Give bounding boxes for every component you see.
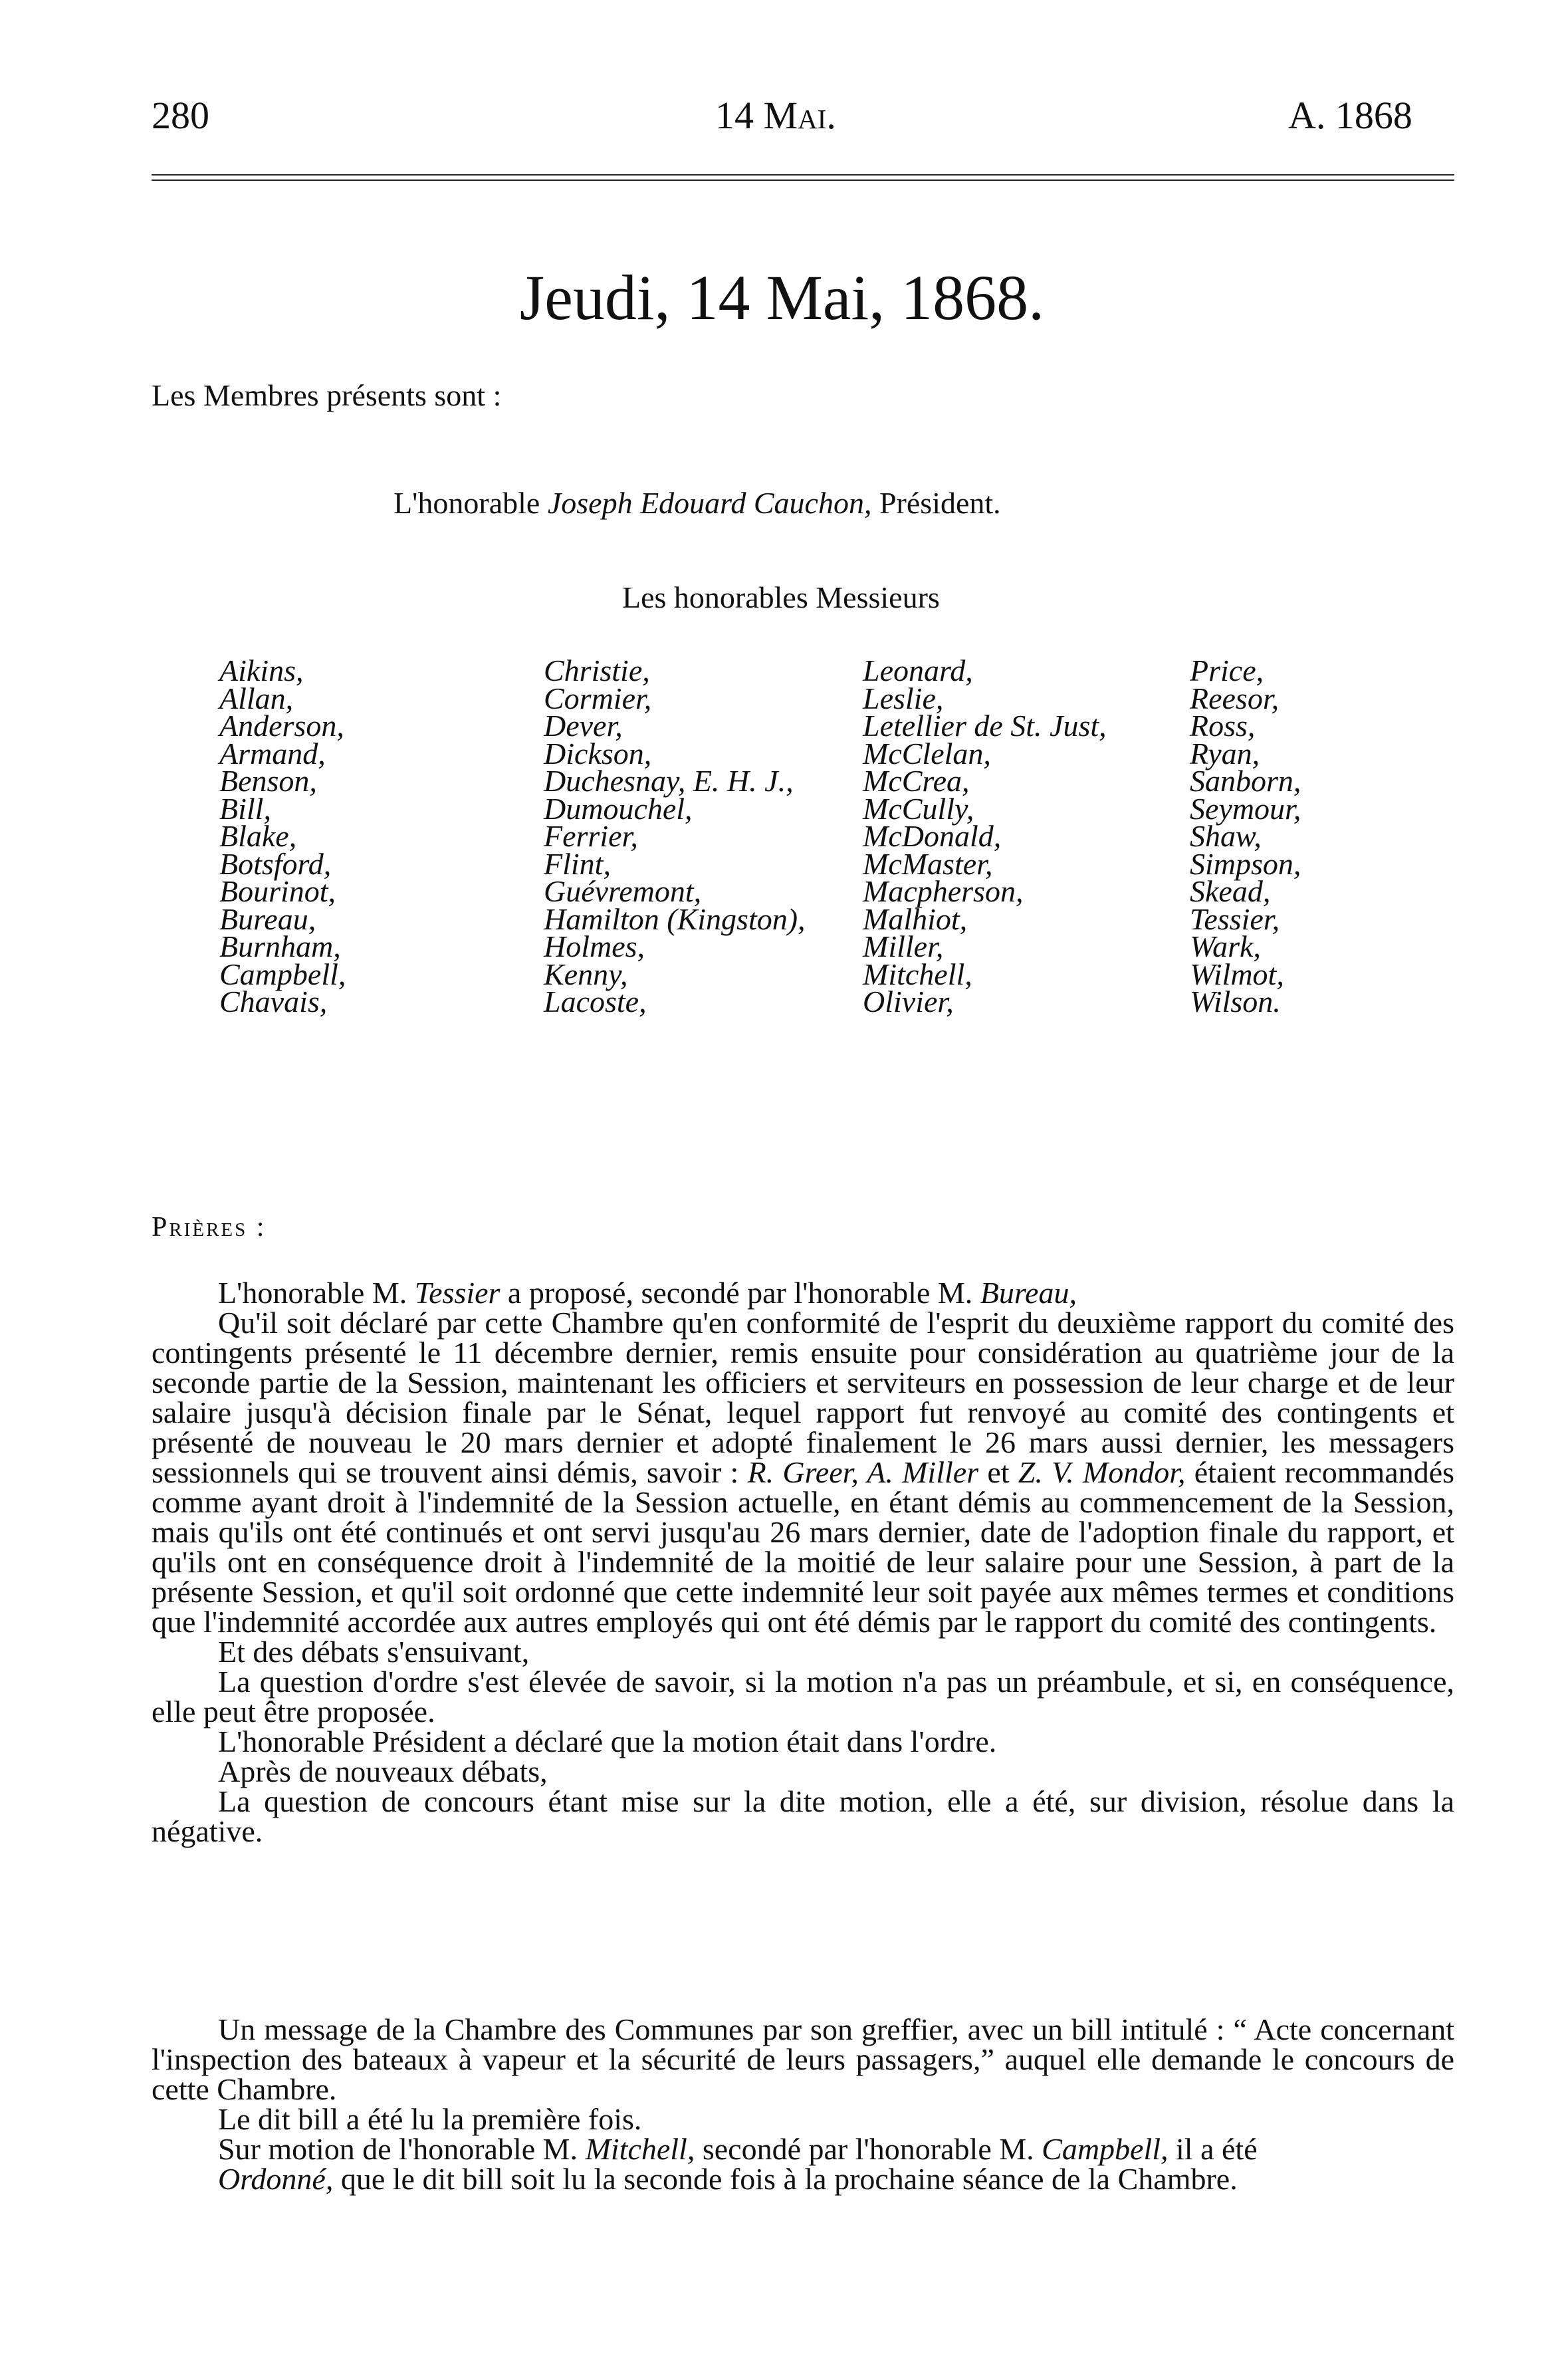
page-number: 280 <box>152 94 209 137</box>
members-column-4 <box>1190 654 1301 1018</box>
member-name: McDonald, <box>863 819 1002 853</box>
member-name: McCrea, <box>863 764 970 798</box>
page-title: Jeudi, 14 Mai, 1868. <box>519 262 1045 333</box>
motion-text: Qu'il soit déclaré par cette Chambre qu'en conformité de l'esprit du deuxième rapport du comité des contingents présenté le 11 décembre dernier, remis ensuite pour considération au quatrième jour de la seconde partie de la Session, maintenant les officiers et serviteurs en possession de leur charge et de leur salaire jusqu'à décision finale par le Sénat, lequel rapport fut renvoyé au comité des contingents et présenté de nouveau le 20 mars dernier et adopté finalement le 26 mars aussi dernier, les messagers sessionnels qui se trouvent ainsi démis, savoir : R. Greer, A. Miller et Z. V. Mondor, étaient recommandés comme ayant droit à l'indemnité de la Session actuelle, en étant démis au commencement de la Session, mais qu'ils ont été continués et ont servi jusqu'au 26 mars dernier, date de l'adoption finale du rapport, et qu'ils ont en conséquence droit à l'indemnité de la moitié de leur salaire pour une Session, à part de la présente Session, et qu'il soit ordonné que cette indemnité leur soit payée aux mêmes termes et conditions que l'indemnité accordée aux autres employés qui ont été démis par le rapport du comité des contingents. <box>152 1306 1455 1639</box>
members-intro: Les Membres présents sont : <box>152 378 502 412</box>
member-name: Duchesnay, E. H. J., <box>544 764 794 798</box>
header-rule-top <box>152 174 1454 176</box>
president-line <box>393 485 1001 521</box>
member-name: Letellier de St. Just, <box>863 709 1107 743</box>
member-name: Wilmot, <box>1190 957 1284 991</box>
order-second-reading: Ordonné, que le dit bill soit lu la seconde fois à la prochaine séance de la Chambre. <box>218 2162 1238 2196</box>
member-name: Lacoste, <box>544 985 647 1018</box>
member-name: Leonard, <box>863 654 973 687</box>
member-name: Sanborn, <box>1190 764 1301 798</box>
mitchell-motion: Sur motion de l'honorable M. Mitchell, secondé par l'honorable M. Campbell, il a été <box>218 2132 1258 2166</box>
members-column-3 <box>863 654 1107 1018</box>
motion-section <box>152 1278 1454 1846</box>
member-name: Benson, <box>219 764 317 798</box>
member-name: Christie, <box>544 654 650 687</box>
member-name: Wark, <box>1190 929 1261 963</box>
header-date: 14 Mai. <box>715 94 836 137</box>
members-list <box>0 654 1564 1149</box>
member-name: Wilson. <box>1190 985 1281 1018</box>
member-name: Holmes, <box>544 929 645 963</box>
member-name: McCully, <box>863 791 974 826</box>
member-name: Dever, <box>544 709 623 743</box>
motion-result: La question de concours étant mise sur la dite motion, elle a été, sur division, résolue dans la négative. <box>152 1784 1454 1848</box>
member-name: Burnham, <box>219 929 341 963</box>
debates-line: Et des débats s'ensuivant, <box>218 1635 530 1669</box>
message-section <box>152 2014 1454 2194</box>
member-name: Kenny, <box>544 957 628 991</box>
member-name: Shaw, <box>1190 819 1262 853</box>
member-name: Chavais, <box>219 985 328 1018</box>
members-column-2 <box>544 654 806 1018</box>
member-name: Malhiot, <box>863 901 968 936</box>
member-name: Cormier, <box>544 681 652 715</box>
member-name: Macpherson, <box>863 874 1024 908</box>
member-name: Miller, <box>863 929 944 963</box>
member-name: Blake, <box>219 819 297 853</box>
member-name: Aikins, <box>219 654 304 687</box>
member-name: Botsford, <box>219 846 332 881</box>
member-name: Mitchell, <box>863 957 972 991</box>
president-ruling: L'honorable Président a déclaré que la motion était dans l'ordre. <box>218 1725 997 1758</box>
member-name: Anderson, <box>219 709 344 743</box>
further-debates: Après de nouveaux débats, <box>218 1754 548 1788</box>
member-name: Reesor, <box>1190 681 1280 715</box>
prieres-heading: Prières : <box>152 1212 267 1243</box>
member-name: Ross, <box>1190 709 1256 743</box>
member-name: Flint, <box>544 846 611 881</box>
member-name: Guévremont, <box>544 874 702 908</box>
member-name: Seymour, <box>1190 791 1301 826</box>
member-name: McClelan, <box>863 736 991 771</box>
member-name: Armand, <box>219 736 326 771</box>
member-name: Simpson, <box>1190 846 1301 881</box>
member-name: Bourinot, <box>219 874 336 908</box>
member-name: Price, <box>1190 654 1264 687</box>
member-name: Bureau, <box>219 901 316 936</box>
member-name: Skead, <box>1190 874 1271 908</box>
motion-intro: L'honorable M. Tessier a proposé, secondé par l'honorable M. Bureau, <box>218 1276 1077 1310</box>
member-name: Ferrier, <box>544 819 638 853</box>
member-name: Ryan, <box>1190 736 1260 771</box>
header-year: A. 1868 <box>1288 94 1412 137</box>
honorables-heading: Les honorables Messieurs <box>622 580 940 614</box>
member-name: Hamilton (Kingston), <box>544 901 806 936</box>
header-rule-bottom <box>152 179 1454 181</box>
member-name: Leslie, <box>863 681 944 715</box>
point-of-order: La question d'ordre s'est élevée de savoir, si la motion n'a pas un préambule, et si, en conséquence, elle peut être proposée. <box>152 1665 1454 1728</box>
member-name: Dumouchel, <box>544 791 693 826</box>
member-name: Allan, <box>219 681 294 715</box>
message-text: Un message de la Chambre des Communes par son greffier, avec un bill intitulé : “ Acte concernant l'inspection des bateaux à vapeur et la sécurité de leurs passagers,” auquel elle demande le concours de cette Chambre. <box>152 2012 1454 2106</box>
member-name: Tessier, <box>1190 901 1280 936</box>
member-name: Bill, <box>219 791 271 826</box>
president-prefix: L'honorable <box>393 486 540 520</box>
first-reading: Le dit bill a été lu la première fois. <box>218 2102 642 2136</box>
member-name: Dickson, <box>544 736 652 771</box>
members-column-1 <box>219 654 346 1018</box>
member-name: Campbell, <box>219 957 346 991</box>
member-name: Olivier, <box>863 985 954 1018</box>
member-name: McMaster, <box>863 846 993 881</box>
president-name: Joseph Edouard Cauchon, <box>547 486 872 520</box>
president-role: Président. <box>879 486 1001 520</box>
